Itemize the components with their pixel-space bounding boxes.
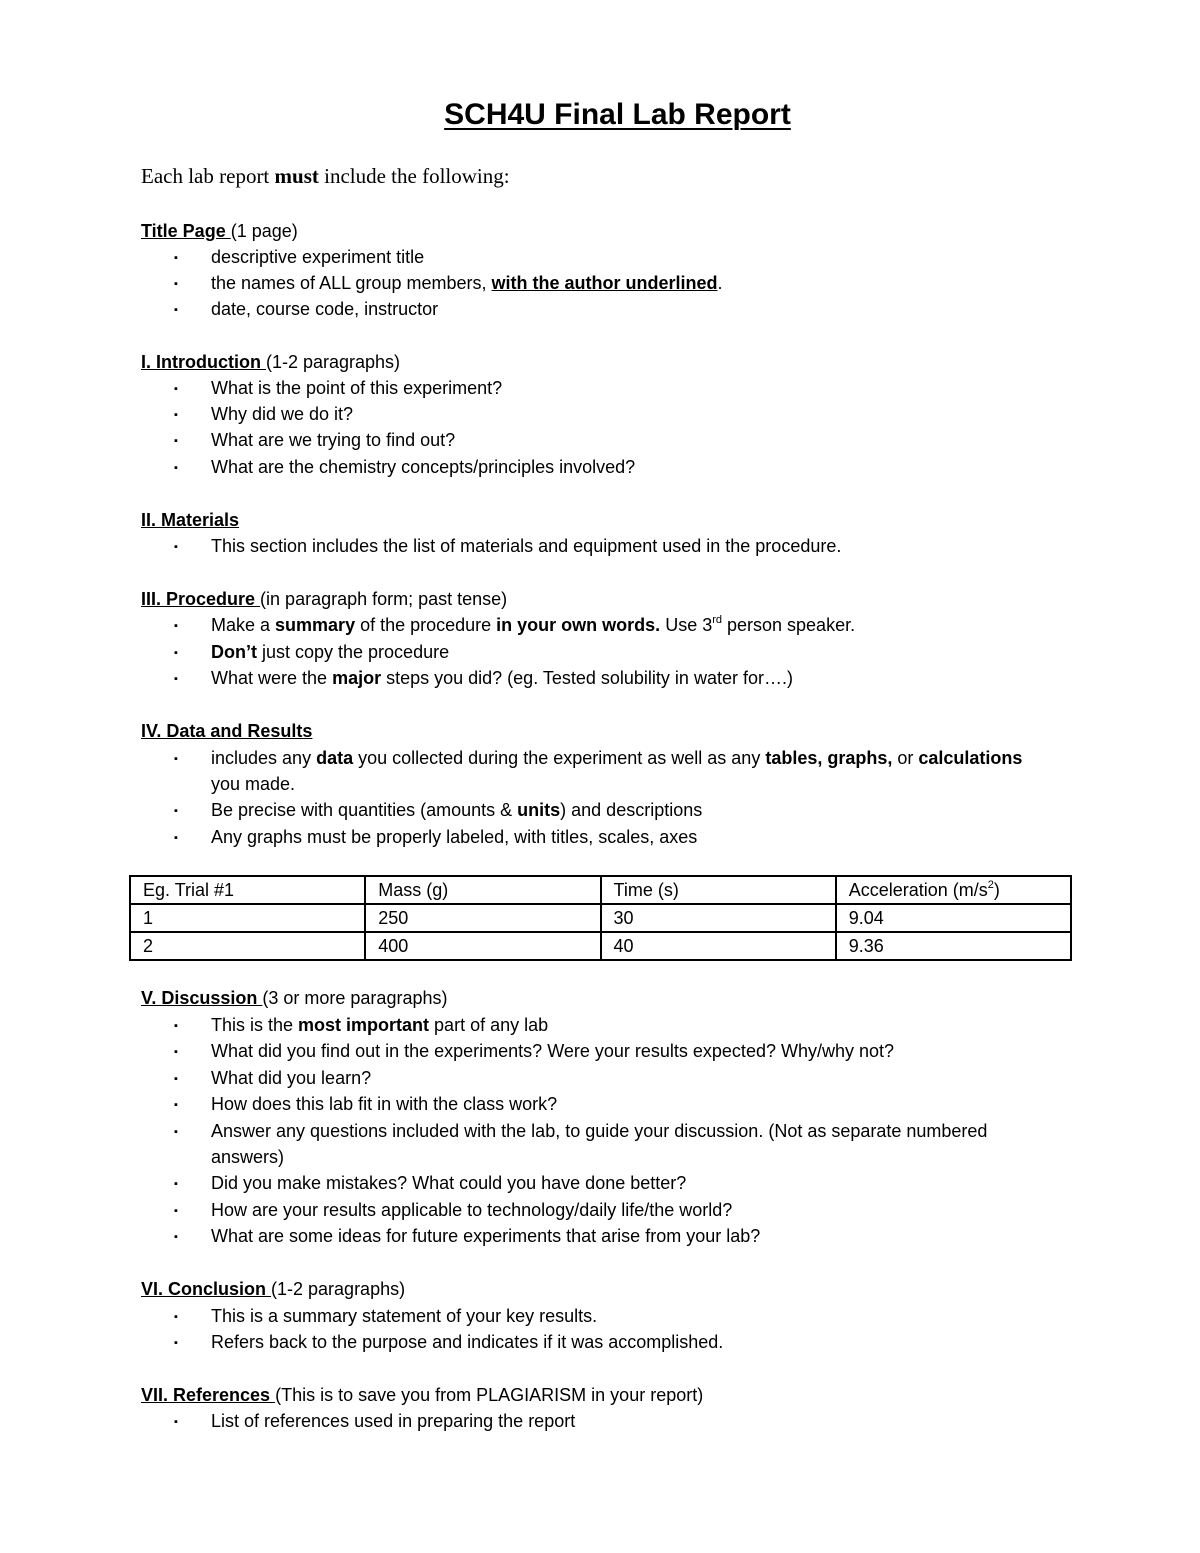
list-item: ▪ Answer any questions included with the lab, to guide your discussion. (Not as separate numbered [174, 1121, 988, 1141]
references-heading: VII. References (This is to save you from PLAGIARISM in your report) [141, 1385, 704, 1405]
list-item: ▪ date, course code, instructor [174, 299, 439, 319]
list-item: ▪ How does this lab fit in with the class work? [174, 1094, 558, 1114]
list-item: ▪ Don’t just copy the procedure [174, 642, 450, 662]
intro-line [141, 164, 510, 189]
list-item: ▪ Why did we do it? [174, 404, 354, 424]
list-item: ▪ What are we trying to find out? [174, 430, 456, 450]
bullet-icon: ▪ [174, 435, 178, 447]
list-item: ▪ This is a summary statement of your key results. [174, 1306, 598, 1326]
bullet-icon: ▪ [174, 541, 178, 553]
list-item: ▪ What did you learn? [174, 1068, 372, 1088]
table-cell: 9.04 [836, 904, 1071, 932]
bullet-icon: ▪ [174, 1231, 178, 1243]
bullet-icon: ▪ [174, 620, 178, 632]
bullet-icon: ▪ [174, 1020, 178, 1032]
bullet-icon: ▪ [174, 278, 178, 290]
list-item: ▪ What are some ideas for future experiments that arise from your lab? [174, 1226, 761, 1246]
intro-bold: must [274, 164, 319, 188]
list-item: ▪ What are the chemistry concepts/principles involved? [174, 457, 636, 477]
table-cell: 1 [130, 904, 365, 932]
bullet-icon: ▪ [174, 1178, 178, 1190]
table-cell: 250 [365, 904, 600, 932]
bullet-icon: ▪ [174, 383, 178, 395]
conclusion-heading: VI. Conclusion (1-2 paragraphs) [141, 1279, 406, 1299]
list-item-continuation: you made. [211, 774, 296, 794]
bullet-icon: ▪ [174, 1337, 178, 1349]
bullet-icon: ▪ [174, 1073, 178, 1085]
list-item-continuation: answers) [211, 1147, 285, 1167]
table-cell: 30 [601, 904, 836, 932]
list-item: ▪ Make a summary of the procedure in your own words. Use 3rd person speaker. [174, 614, 856, 635]
page-title: SCH4U Final Lab Report [444, 98, 791, 131]
table-row [130, 932, 1071, 960]
title-page-heading: Title Page (1 page) [141, 221, 298, 241]
intro-text-2: include the following: [318, 164, 510, 188]
bullet-icon: ▪ [174, 1126, 178, 1138]
bullet-icon: ▪ [174, 753, 178, 765]
table-header-cell: Mass (g) [365, 876, 600, 904]
table-cell: 9.36 [836, 932, 1071, 960]
list-item: ▪ What were the major steps you did? (eg. Tested solubility in water for….) [174, 668, 793, 688]
bullet-icon: ▪ [174, 462, 178, 474]
table-row [130, 904, 1071, 932]
table-header-cell: Eg. Trial #1 [130, 876, 365, 904]
table-cell: 2 [130, 932, 365, 960]
table-header-cell: Acceleration $(m/s^2)$ [836, 876, 1071, 904]
table-header-cell: Time (s) [601, 876, 836, 904]
list-item: ▪ What is the point of this experiment? [174, 378, 503, 398]
bullet-icon: ▪ [174, 1205, 178, 1217]
list-item: ▪ List of references used in preparing the report [174, 1411, 576, 1431]
bullet-icon: ▪ [174, 252, 178, 264]
bullet-icon: ▪ [174, 647, 178, 659]
list-item: ▪ Any graphs must be properly labeled, with titles, scales, axes [174, 827, 698, 847]
list-item: ▪ descriptive experiment title [174, 247, 425, 267]
list-item: ▪ Did you make mistakes? What could you have done better? [174, 1173, 687, 1193]
bullet-icon: ▪ [174, 1046, 178, 1058]
data-results-heading: IV. Data and Results [141, 721, 313, 741]
list-item: ▪ Be precise with quantities (amounts & units) and descriptions [174, 800, 703, 820]
list-item: ▪ This is the most important part of any lab [174, 1015, 549, 1035]
materials-heading: II. Materials [141, 510, 240, 530]
list-item: ▪ How are your results applicable to technology/daily life/the world? [174, 1200, 733, 1220]
procedure-heading: III. Procedure (in paragraph form; past tense) [141, 589, 508, 609]
bullet-icon: ▪ [174, 409, 178, 421]
table-cell: 400 [365, 932, 600, 960]
bullet-icon: ▪ [174, 832, 178, 844]
list-item: ▪ This section includes the list of materials and equipment used in the procedure. [174, 536, 842, 556]
example-data-table [129, 875, 1072, 961]
introduction-heading: I. Introduction (1-2 paragraphs) [141, 352, 401, 372]
discussion-heading: V. Discussion (3 or more paragraphs) [141, 988, 448, 1008]
bullet-icon: ▪ [174, 805, 178, 817]
list-item: ▪ Refers back to the purpose and indicates if it was accomplished. [174, 1332, 724, 1352]
bullet-icon: ▪ [174, 304, 178, 316]
table-header-row [130, 876, 1071, 904]
list-item: ▪ What did you find out in the experiments? Were your results expected? Why/why not? [174, 1041, 895, 1061]
intro-text-1: Each lab report [141, 164, 275, 188]
list-item: ▪ the names of ALL group members, with the author underlined. [174, 273, 723, 293]
list-item: ▪ includes any data you collected during the experiment as well as any tables, graphs, or calculations [174, 748, 1023, 768]
table-cell: 40 [601, 932, 836, 960]
bullet-icon: ▪ [174, 673, 178, 685]
bullet-icon: ▪ [174, 1099, 178, 1111]
bullet-icon: ▪ [174, 1416, 178, 1428]
bullet-icon: ▪ [174, 1311, 178, 1323]
